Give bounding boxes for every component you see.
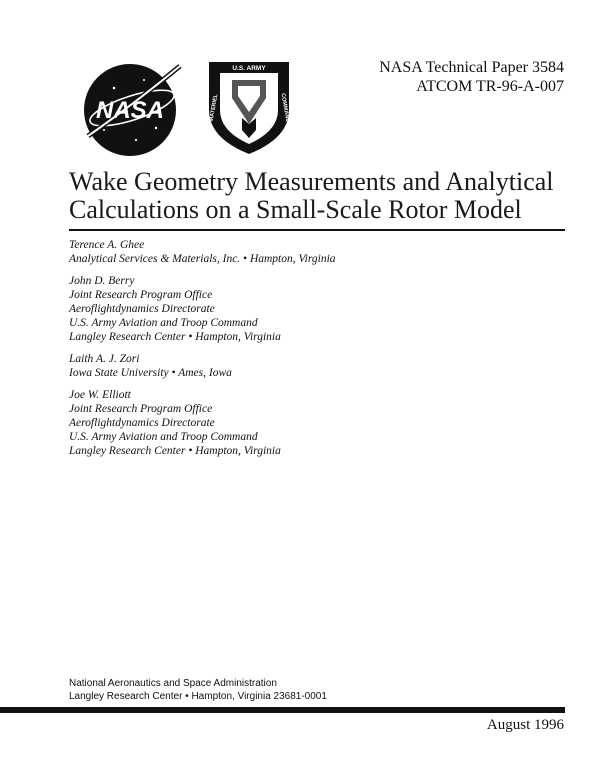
author-block xyxy=(69,388,549,458)
nasa-technical-paper-id: NASA Technical Paper 3584 xyxy=(379,59,564,76)
author-affiliation: U.S. Army Aviation and Troop Command xyxy=(69,317,258,329)
nasa-logo-text: NASA xyxy=(95,97,165,124)
author-name: John D. Berry xyxy=(69,275,135,287)
author-affiliation: Joint Research Program Office xyxy=(69,403,213,415)
nasa-logo-icon xyxy=(74,58,186,158)
title-line-1: Wake Geometry Measurements and Analytical xyxy=(69,167,554,196)
author-affiliation: Iowa State University • Ames, Iowa xyxy=(69,367,232,379)
report-identifiers xyxy=(379,58,564,96)
author-name: Joe W. Elliott xyxy=(69,389,131,401)
author-block xyxy=(69,352,549,380)
author-affiliation: Aeroflightdynamics Directorate xyxy=(69,417,215,429)
army-shield-icon xyxy=(204,58,294,156)
army-right-text: COMMAND xyxy=(279,92,291,123)
army-left-text: MATERIEL xyxy=(208,93,220,122)
document-title xyxy=(69,168,569,224)
publisher-agency: National Aeronautics and Space Administration xyxy=(69,678,277,689)
author-affiliation: Analytical Services & Materials, Inc. • Hampton, Virginia xyxy=(69,253,336,265)
publication-date: August 1996 xyxy=(486,717,564,733)
author-affiliation: U.S. Army Aviation and Troop Command xyxy=(69,431,258,443)
army-top-text: U.S. ARMY xyxy=(232,65,266,72)
author-block xyxy=(69,238,549,266)
author-affiliation: Langley Research Center • Hampton, Virginia xyxy=(69,331,281,343)
author-list xyxy=(69,238,549,466)
footer-divider xyxy=(0,707,565,713)
author-name: Terence A. Ghee xyxy=(69,239,145,251)
title-divider xyxy=(69,229,565,231)
author-affiliation: Langley Research Center • Hampton, Virginia xyxy=(69,445,281,457)
author-name: Laith A. J. Zori xyxy=(69,353,140,365)
title-line-2: Calculations on a Small-Scale Rotor Model xyxy=(69,195,522,224)
author-block xyxy=(69,274,549,344)
author-affiliation: Joint Research Program Office xyxy=(69,289,213,301)
atcom-report-id: ATCOM TR-96-A-007 xyxy=(416,78,564,95)
publisher-address: Langley Research Center • Hampton, Virginia 23681-0001 xyxy=(69,691,327,702)
author-affiliation: Aeroflightdynamics Directorate xyxy=(69,303,215,315)
publisher-info xyxy=(69,677,327,703)
